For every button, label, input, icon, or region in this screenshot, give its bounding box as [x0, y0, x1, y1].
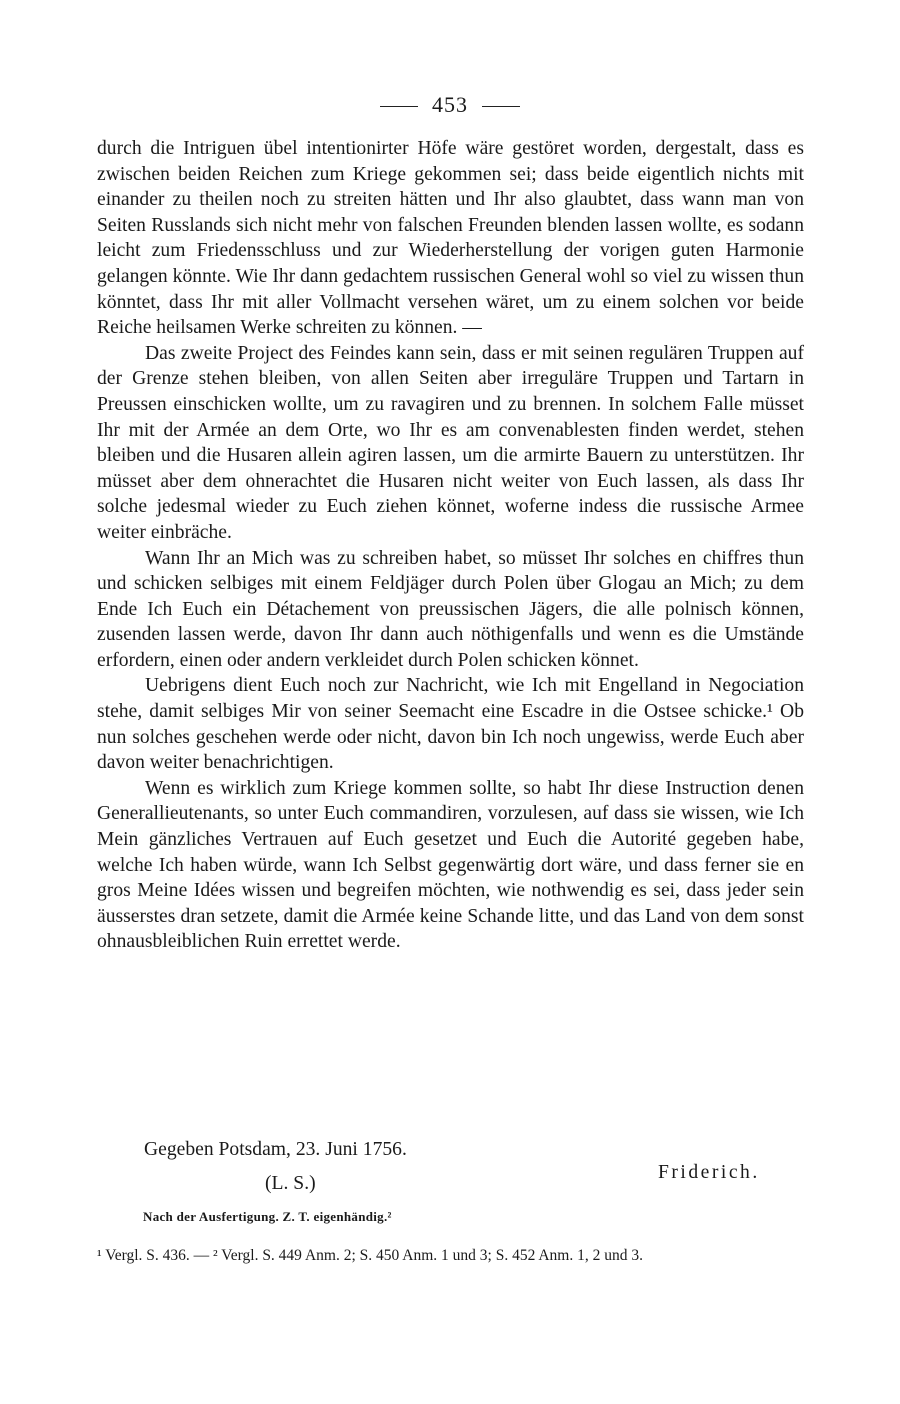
header-rule-left: [380, 106, 418, 107]
page-header: [0, 92, 900, 118]
footnotes: ¹ Vergl. S. 436. — ² Vergl. S. 449 Anm. 2; S. 450 Anm. 1 und 3; S. 452 Anm. 1, 2 und 3.: [97, 1247, 643, 1264]
source-note: Nach der Ausfertigung. Z. T. eigenhändig.²: [143, 1209, 392, 1224]
paragraph-3: Wann Ihr an Mich was zu schreiben habet, so müsset Ihr solches en chiffres thun und schicken selbiges mit einem Feldjäger durch Polen über Glogau an Mich; zu dem Ende Ich Euch ein Détachement von preussischen Jägers, die alle polnisch können, zusenden lassen werde, davon Ihr dann auch nöthigenfalls und wenn es die Umstände erfordern, einen oder andern verkleidet durch Polen schicken könnet.: [97, 547, 804, 671]
paragraph-2: Das zweite Project des Feindes kann sein, dass er mit seinen regulären Truppen auf der Grenze stehen bleiben, von allen Seiten aber irreguläre Truppen und Tartarn in Preussen einschicken wollte, um zu ravagiren und zu brennen. In solchem Falle müsset Ihr mit der Armée an dem Orte, wo Ihr es am convenablesten finden werdet, stehen bleiben und die Husaren allein agiren lassen, um die armirte Bauern zu unterstützen. Ihr müsset aber dem ohnerachtet die Husaren nicht weiter von Euch lassen, als dass Ihr solche jedesmal wieder zu Euch ziehen könnet, woferne indess die russische Armee weiter einbräche.: [97, 342, 804, 543]
header-rule-right: [482, 106, 520, 107]
paragraph-4: Uebrigens dient Euch noch zur Nachricht, wie Ich mit Engelland in Negociation stehe, damit selbiges Mir von seiner Seemacht eine Escadre in die Ostsee schicke.¹ Ob nun solches geschehen werde oder nicht, davon bin Ich noch ungewiss, werde Euch aber davon weiter benachrichtigen.: [97, 675, 804, 774]
paragraph-5: Wenn es wirklich zum Kriege kommen sollte, so habt Ihr diese Instruction denen Generallieutenants, so unter Euch commandiren, vorzulesen, auf dass sie wissen, wie Ich Mein gänzliches Vertrauen auf Euch gesetzet und Euch die Autorité gegeben habe, welche Ich haben würde, wann Ich Selbst gegenwärtig dort wäre, und dass ferner sie en gros Meine Idées wissen und begreifen möchten, wie nothwendig es sei, dass jeder sein äusserstes dran setzete, damit die Armée keine Schande litte, und das Land von dem sonst ohnausbleiblichen Ruin errettet werde.: [97, 777, 804, 953]
letter-body: [97, 136, 804, 955]
date-line: Gegeben Potsdam, 23. Juni 1756.: [144, 1139, 407, 1160]
page-number: 453: [432, 92, 468, 117]
paragraph-1: durch die Intriguen übel intentionirter Höfe wäre gestöret worden, dergestalt, dass es zwischen beiden Reichen zum Kriege gekommen sei; dass beide eigentlich nichts mit einander zu theilen noch zu streiten hätten und Ihr also glaubtet, dass wann man von Seiten Russlands sich nicht mehr von falschen Freunden blenden lassen wollte, es sodann leicht zum Friedensschluss und zur Wiederherstellung der vorigen guten Harmonie gelangen könnte. Wie Ihr dann gedachtem russischen General wohl so viel zu wissen thun könntet, dass Ihr mit aller Vollmacht versehen wäret, um zu einem solchen vor beide Reiche heilsamen Werke schreiten zu können. —: [97, 138, 804, 339]
seal-mark: (L. S.): [265, 1173, 316, 1194]
signature: Friderich.: [658, 1162, 760, 1183]
